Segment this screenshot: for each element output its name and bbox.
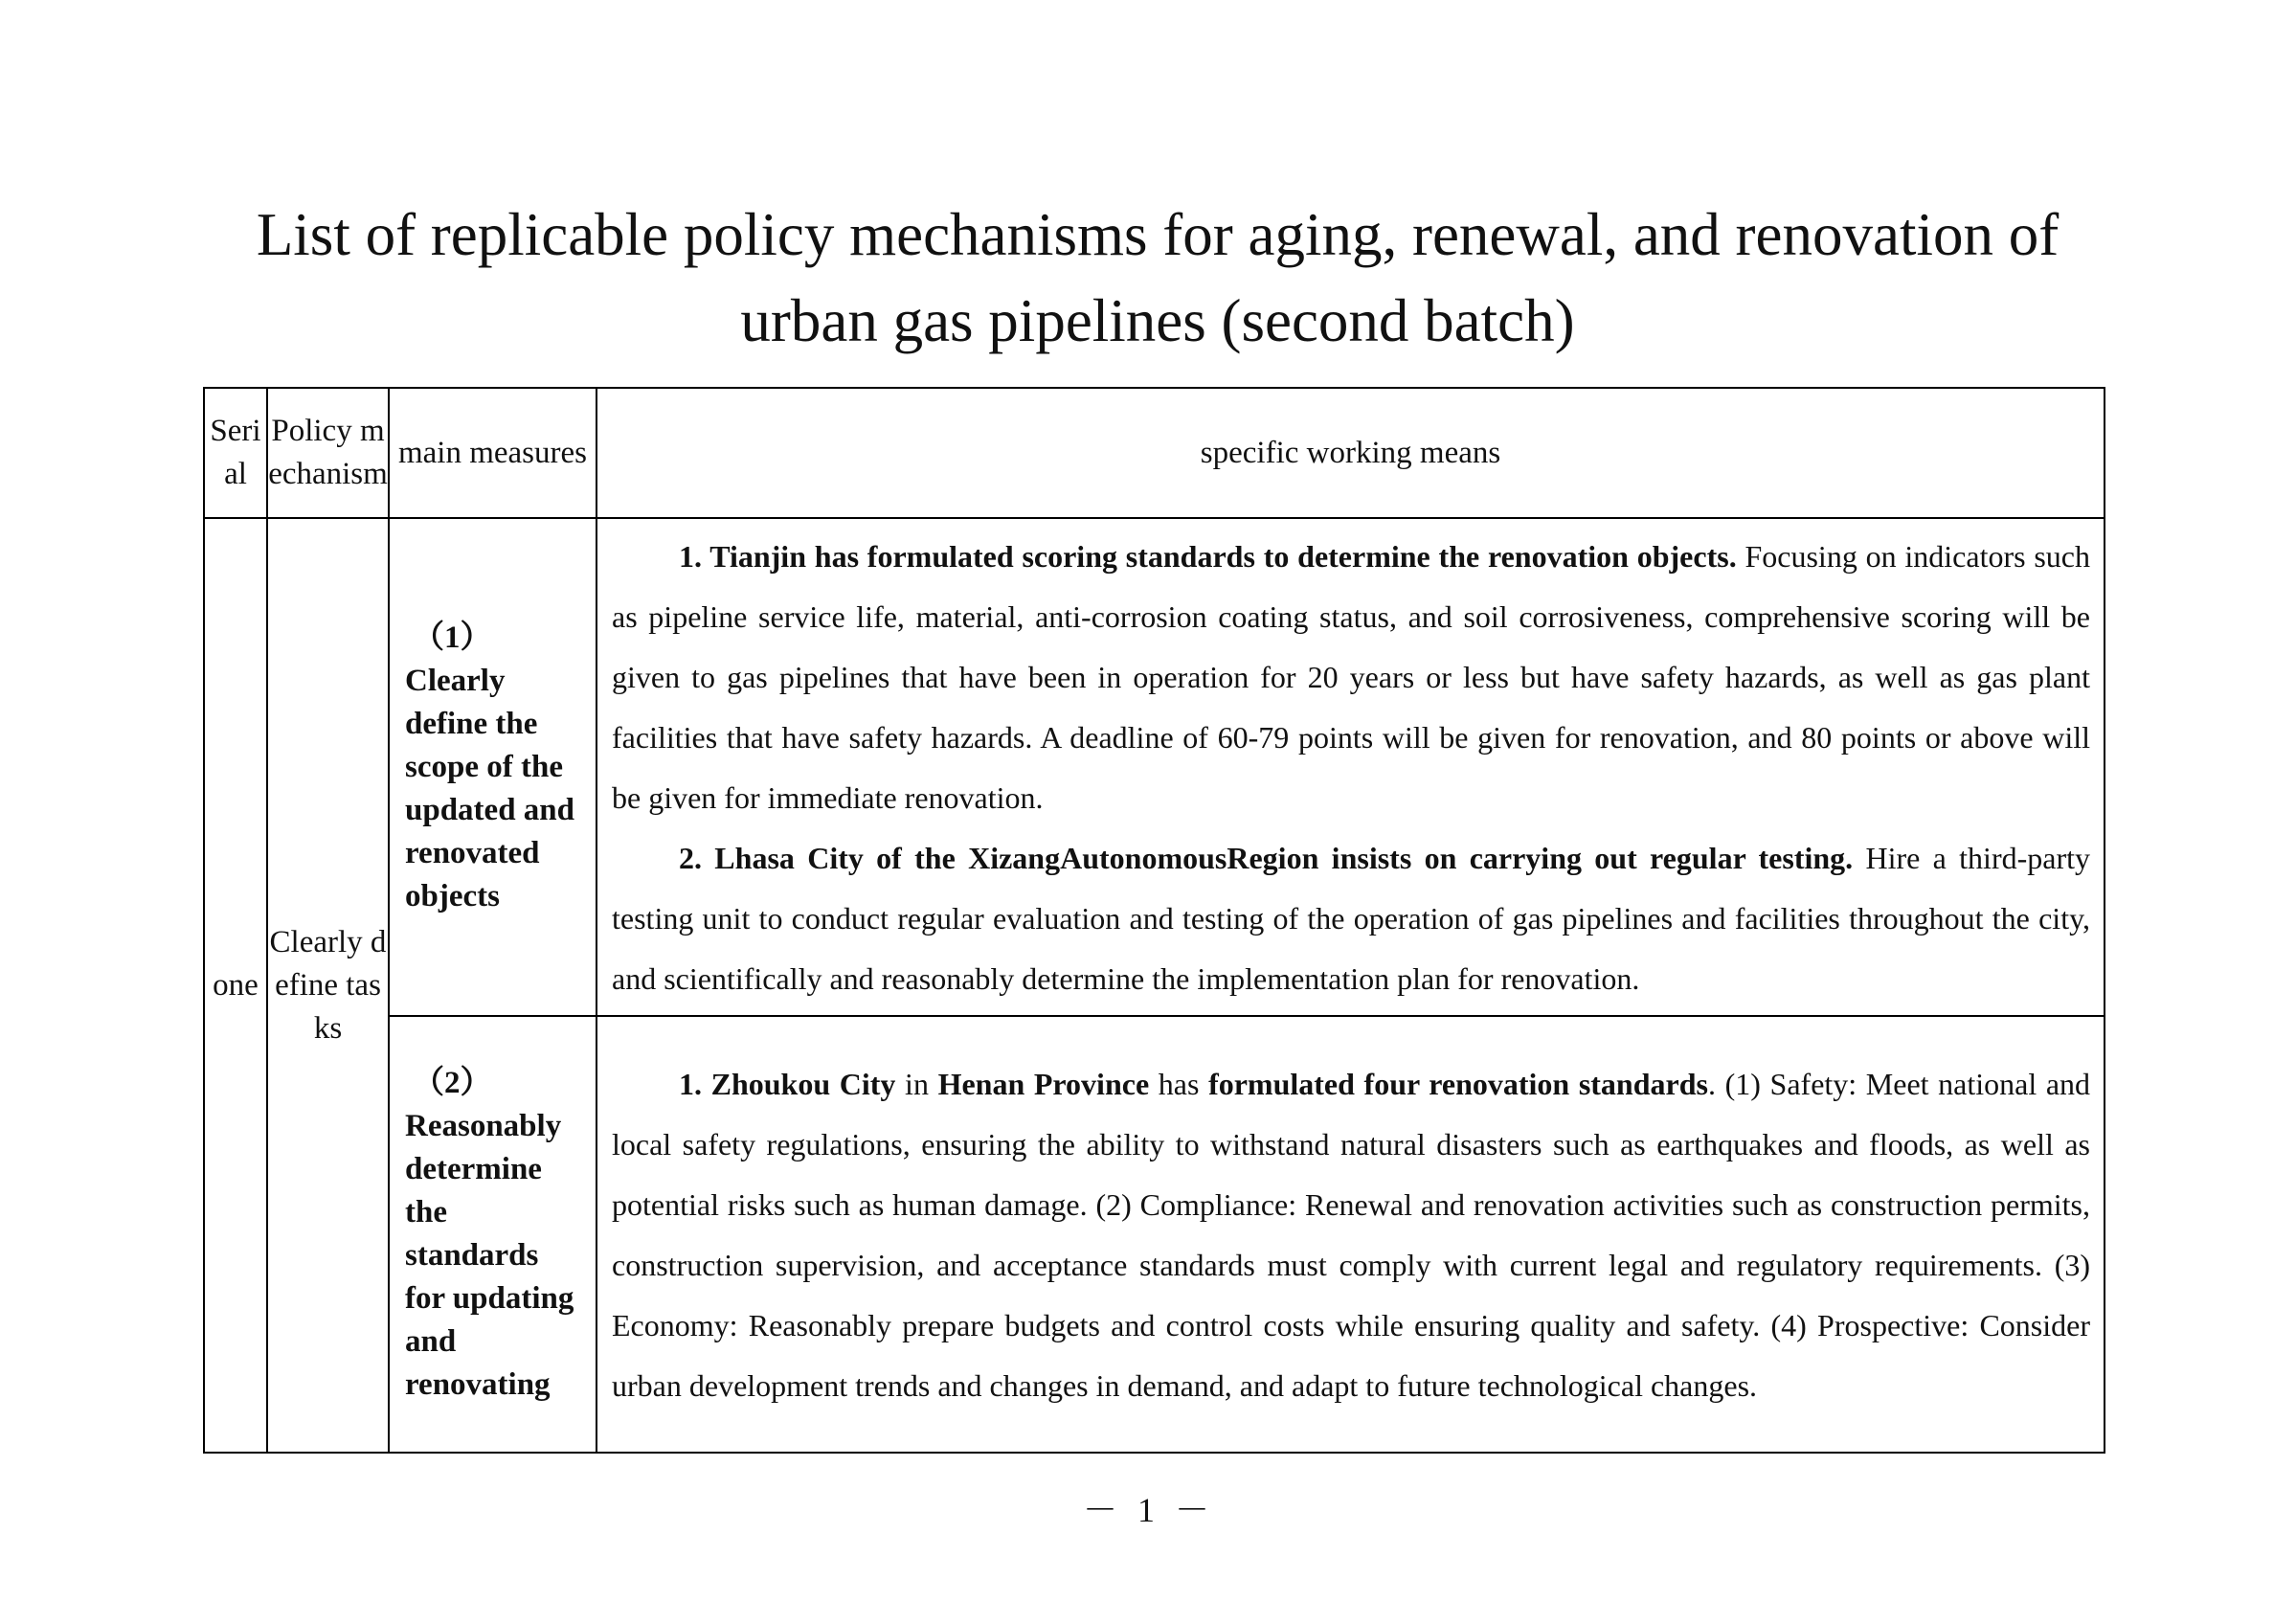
measure-text: Reasonably determine the standards for updating and renovating bbox=[405, 1109, 574, 1402]
header-specific-working-means: specific working means bbox=[597, 388, 2105, 518]
policy-mechanism-cell: Clearly define tasks bbox=[267, 518, 389, 1453]
means-lead: 2. Lhasa City of the XizangAutonomousRegion insists on carrying out regular testing. bbox=[679, 841, 1854, 875]
means-lead: 1. Tianjin has formulated scoring standards to determine the renovation objects. bbox=[679, 539, 1737, 574]
means-body: Focusing on indicators such as pipeline service life, material, anti-corrosion coating status, and soil corrosiveness, comprehensive scoring will be given to gas pipelines that have been in operation for 20 years or less but have safety hazards, as well as gas plant facilities that have safety hazards. A deadline of 60-79 points will be given for renovation, and 80 points or above will be given for immediate renovation. bbox=[612, 539, 2091, 815]
table-row bbox=[204, 518, 2105, 1016]
means-lead-city: 1. Zhoukou City bbox=[679, 1067, 896, 1101]
working-means-cell bbox=[597, 518, 2105, 1016]
header-serial: Serial bbox=[204, 388, 267, 518]
table-header-row bbox=[204, 388, 2105, 518]
means-paragraph bbox=[612, 1054, 2090, 1416]
measure-text: Clearly define the scope of the updated and renovated objects bbox=[405, 663, 575, 914]
main-measure-cell bbox=[389, 1016, 597, 1453]
table-row bbox=[204, 1016, 2105, 1453]
means-paragraph bbox=[612, 828, 2090, 1009]
page-title-line-1: List of replicable policy mechanisms for aging, renewal, and renovation of bbox=[256, 201, 2060, 268]
means-connector: has bbox=[1149, 1067, 1209, 1101]
means-body: Hire a third-party testing unit to conduct regular evaluation and testing of the operation of gas pipelines and facilities throughout the city, and scientifically and reasonably determine the implementation plan for renovation. bbox=[612, 841, 2091, 996]
main-measure-cell bbox=[389, 518, 597, 1016]
header-policy-mechanism: Policy mechanism bbox=[267, 388, 389, 518]
working-means-cell bbox=[597, 1016, 2105, 1453]
means-lead-action: formulated four renovation standards bbox=[1208, 1067, 1708, 1101]
measure-number: （2） bbox=[413, 1066, 492, 1100]
page-title-line-2: urban gas pipelines (second batch) bbox=[740, 287, 1575, 354]
page-title bbox=[172, 192, 2143, 364]
serial-cell: one bbox=[204, 518, 267, 1453]
measure-number: （1） bbox=[413, 620, 492, 655]
header-main-measures: main measures bbox=[389, 388, 597, 518]
policy-mechanism-table bbox=[203, 387, 2105, 1454]
means-paragraph bbox=[612, 527, 2090, 828]
means-lead-province: Henan Province bbox=[937, 1067, 1150, 1101]
page-number: － 1 － bbox=[1082, 1491, 1215, 1529]
means-connector: in bbox=[895, 1067, 938, 1101]
means-body: . (1) Safety: Meet national and local safety regulations, ensuring the ability to withstand natural disasters such as earthquakes and floods, as well as potential risks such as human damage. (2) Compliance: Renewal and renovation activities such as construction permits, construction supervision, and acceptance standards must comply with current legal and regulatory requirements. (3) Economy: Reasonably prepare budgets and control costs while ensuring quality and safety. (4) Prospective: Consider urban development trends and changes in demand, and adapt to future technological changes. bbox=[612, 1067, 2091, 1403]
